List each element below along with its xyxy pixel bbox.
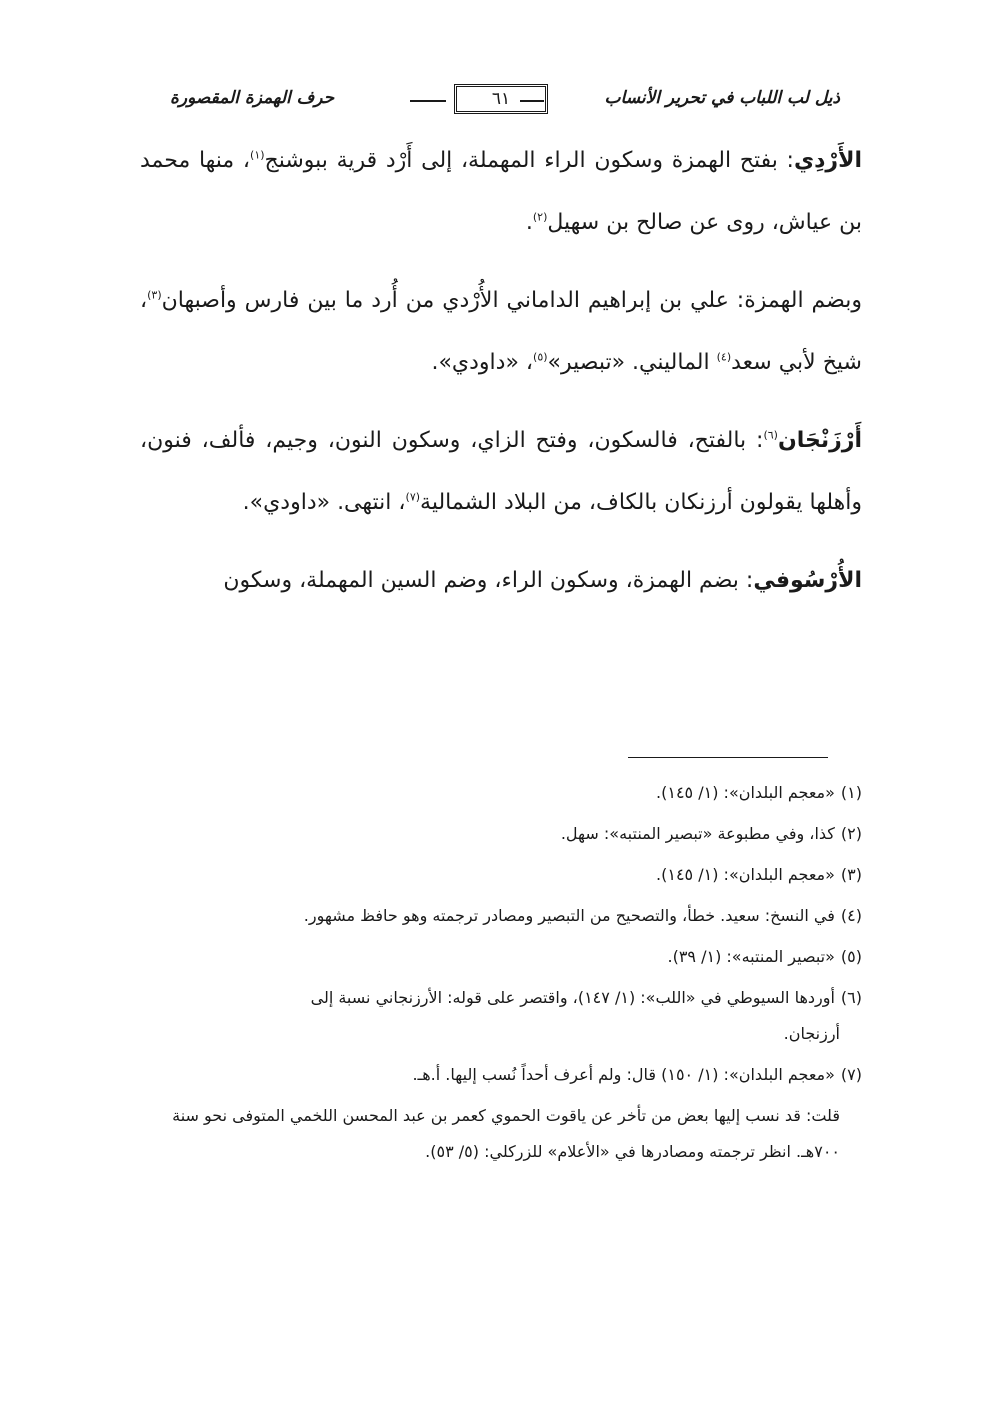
entry-text: ، انتهى. «داودي». [242,490,406,515]
entry-al-ardi [140,130,862,254]
entry-text: : بضم الهمزة، وسكون الراء، وضم السين المهملة، وسكون [223,568,754,593]
footnote-ref: (٧) [405,490,421,504]
footnote-separator [628,757,828,758]
footnote-text: «تبصير المنتبه»: (١/ ٣٩). [667,947,835,966]
footnote-number: (٢) [840,824,862,843]
footnote-5 [140,939,862,975]
footnote-ref: (٤) [716,350,732,364]
footnote-number: (٥) [840,947,862,966]
entry-al-urdi [140,270,862,394]
entry-al-ursufi [140,550,862,612]
entry-text: : بفتح الهمزة وسكون الراء المهملة، إلى أَرْد قرية ببوشنج [264,148,794,173]
header-section-title: حرف الهمزة المقصورة [170,88,335,108]
footnote-4 [140,898,862,934]
footnote-ref: (١) [250,148,265,162]
entry-text: ، منها محمد بن عياش، روى عن صالح بن سهيل [140,148,862,235]
footnote-number: (٤) [840,906,862,925]
entry-text: ، «داودي». [431,350,534,375]
entry-text: وبضم الهمزة: علي بن إبراهيم الداماني الأُرْدي من أُرد ما بين فارس وأصبهان [161,288,862,313]
footnote-remark: قلت: قد نسب إليها بعض من تأخر عن ياقوت الحموي كعمر بن عبد المحسن اللخمي المتوفى نحو سنة ٧٠٠هـ. انظر ترجمته ومصادرها في «الأعلام» للزركلي: (٥/ ٥٣). [172,1106,840,1161]
footnote-3 [140,857,862,893]
footnote-number: (٣) [840,865,862,884]
entry-text: ، شيخ لأبي سعد [140,288,862,375]
footnote-ref: (٣) [147,288,162,302]
entry-term: أَرْزَنْجَان [777,428,862,453]
footnote-ref: (٥) [533,350,548,364]
header-rule-left [410,100,446,102]
footnote-text: أوردها السيوطي في «اللب»: (١/ ١٤٧)، واقتصر على قوله: الأرزنجاني نسبة إلى [310,988,835,1007]
footnote-number: (٧) [840,1065,862,1084]
page-number: ٦١ [454,84,548,114]
running-header [170,84,840,120]
footnote-1 [140,775,862,811]
footnote-ref: (٢) [532,210,548,224]
footnote-number: (٦) [840,988,862,1007]
main-text [140,130,862,628]
entry-term: الأَرْدِي [793,148,863,173]
entry-text: : بالفتح، فالسكون، وفتح الزاي، وسكون النون، وجيم، فألف، فنون، وأهلها يقولون أرزنكان بالكاف، من البلاد الشمالية [140,428,862,515]
header-book-title: ذيل لب اللباب في تحرير الأنساب [604,88,840,108]
footnote-2 [140,816,862,852]
footnote-7 [140,1057,862,1093]
footnote-continuation: أرزنجان. [783,1024,840,1043]
footnote-text: «معجم البلدان»: (١/ ١٤٥). [656,865,835,884]
footnote-6 [140,980,862,1052]
entry-arzanjan [140,410,862,534]
entry-term: الأُرْسُوفي [753,568,862,593]
footnote-number: (١) [840,783,862,802]
footnote-text: في النسخ: سعيد. خطأ، والتصحيح من التبصير ومصادر ترجمته وهو حافظ مشهور. [303,906,835,925]
footnote-text: «معجم البلدان»: (١/ ١٥٠) قال: ولم أعرف أحداً نُسب إليها. أ.هـ. [412,1065,835,1084]
footnote-text: «معجم البلدان»: (١/ ١٤٥). [656,783,835,802]
footnotes [140,775,862,1170]
entry-text: . [525,210,533,235]
footnote-ref: (٦) [763,428,778,442]
footnote-text: كذا، وفي مطبوعة «تبصير المنتبه»: سهل. [560,824,835,843]
entry-text: الماليني. «تبصير» [547,350,717,375]
